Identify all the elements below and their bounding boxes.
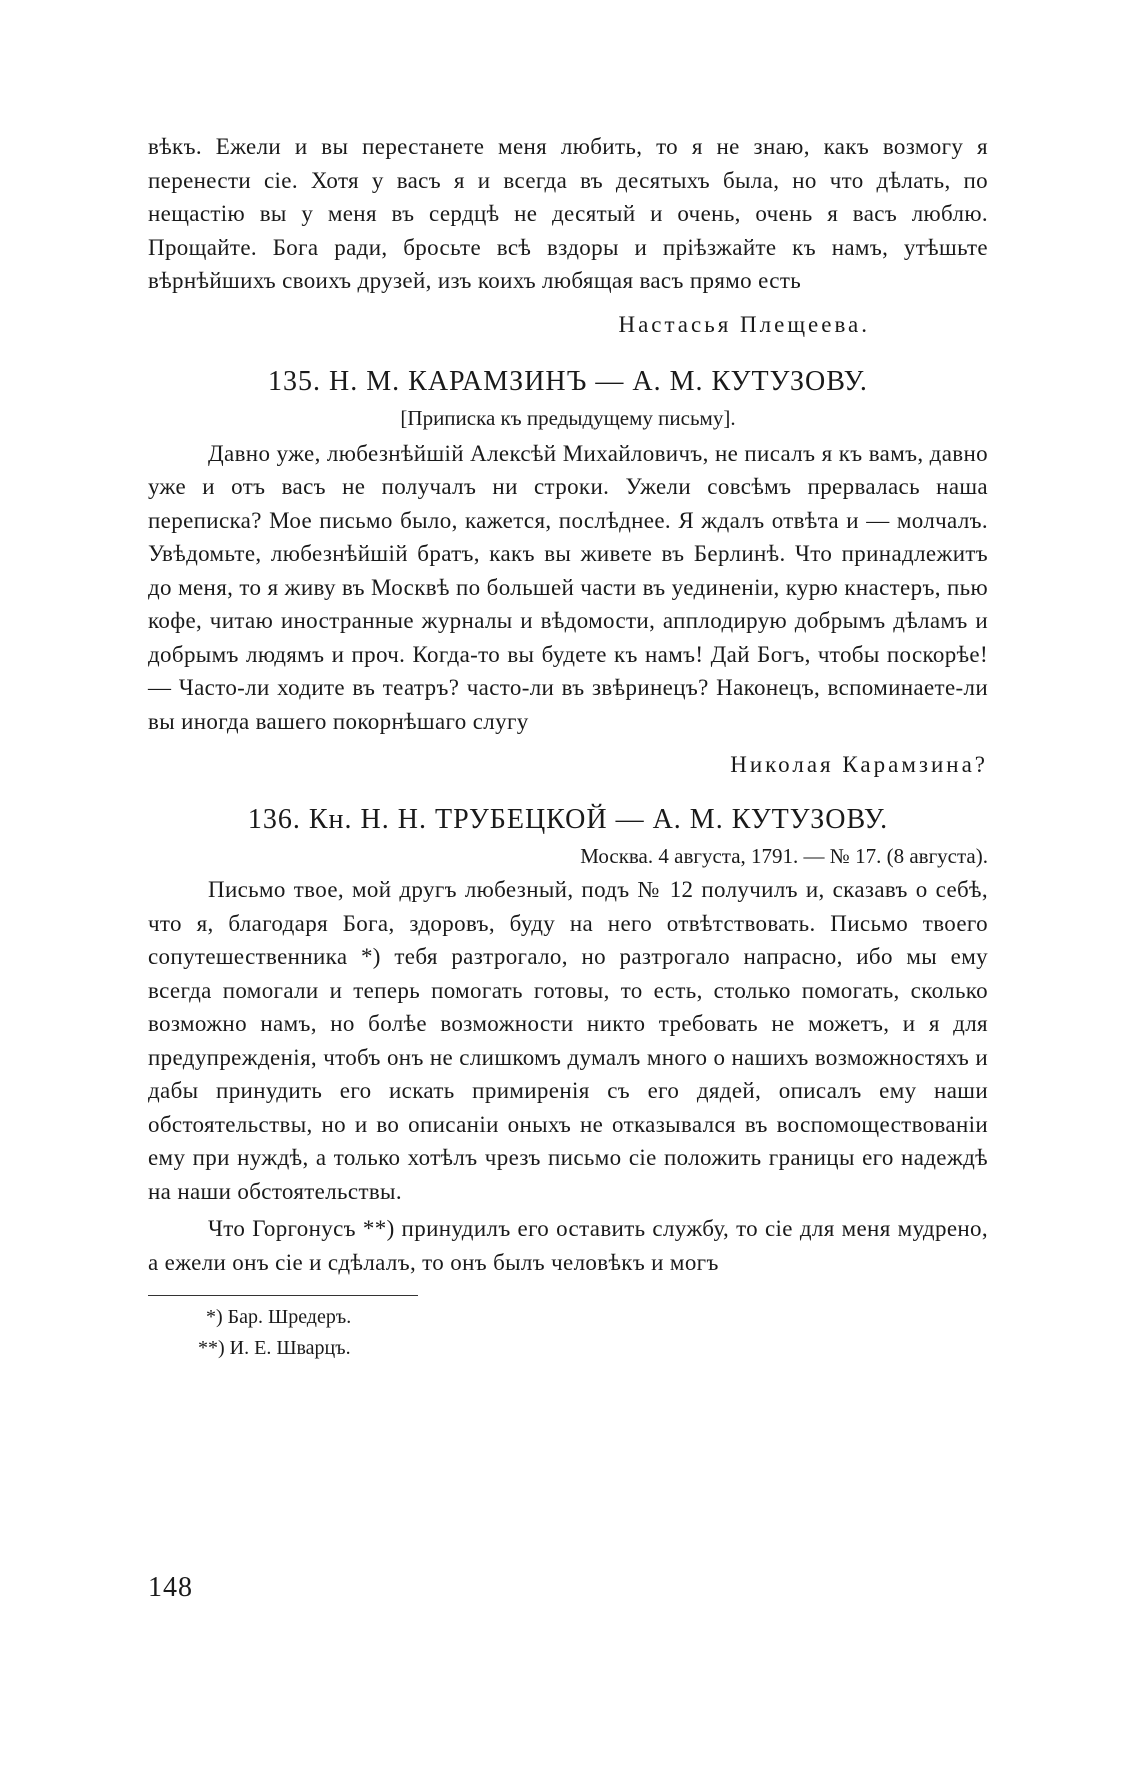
letter-135-text: Давно уже, любезнѣйшій Алексѣй Михайловичъ, не писалъ я къ вамъ, давно уже и отъ васъ не получалъ ни строки. Ужели совсѣмъ прервалась наша переписка? Мое письмо было, кажется, послѣднее. Я ждалъ отвѣта и — молчалъ. Увѣдомьте, любезнѣйшій братъ, какъ вы живете въ Берлинѣ. Что принадлежитъ до меня, то я живу въ Москвѣ по большей части въ уединеніи, курю кнастеръ, пью кофе, читаю иностранные журналы и вѣдомости, апплодирую добрымъ дѣламъ и добрымъ людямъ и проч. Когда-то вы будете къ намъ! Дай Богъ, чтобы поскорѣе! — Часто-ли ходите въ театръ? часто-ли въ звѣринецъ? Наконецъ, вспоминаете-ли вы иногда вашего покорнѣшаго слугу bbox=[148, 440, 988, 734]
footnotes bbox=[148, 1302, 988, 1364]
letter-135-heading: 135. Н. М. КАРАМЗИНЪ — А. М. КУТУЗОВУ. bbox=[268, 365, 868, 397]
letter-136-dateline: Москва. 4 августа, 1791. — № 17. (8 августа). bbox=[580, 844, 988, 868]
letter-136-paragraph-1: Письмо твое, мой другъ любезный, подъ № 12 получилъ и, сказавъ о себѣ, что я, благодаря Бога, здоровъ, буду на него отвѣтствовать. Письмо твоего сопутешественника *) тебя разтрогало, но разтрогало напрасно, ибо мы ему всегда помогали и теперь помогать готовы, то есть, столько помогать, сколько возможно намъ, но болѣе возможности никто требовать не можетъ, и я для предупрежденія, чтобъ онъ не слишкомъ думалъ много о нашихъ возможностяхъ и дабы принудить его искать примиренія съ его дядей, описалъ ему наши обстоятельствы, но и во описаніи оныхъ не отказывался въ воспомоществованіи ему при нуждѣ, а только хотѣлъ чрезъ письмо сіе положить границы его надеждѣ на наши обстоятельствы. bbox=[148, 877, 988, 1204]
letter-134-signature: Настасья Плещеева. bbox=[618, 311, 870, 337]
letter-134-text: вѣкъ. Ежели и вы перестанете меня любить, то я не знаю, какъ возмогу я перенести сіе. Хотя у васъ я и всегда въ десятыхъ была, но что дѣлать, по нещастію вы у меня въ сердцѣ не десятый и очень, очень я васъ люблю. Прощайте. Бога ради, бросьте всѣ вздоры и пріѣзжайте къ намъ, утѣшьте вѣрнѣйшихъ своихъ друзей, изъ коихъ любящая васъ прямо есть bbox=[148, 134, 988, 293]
letter-136-paragraph-2: Что Горгонусъ **) принудилъ его оставить службу, то сіе для меня мудрено, а ежели онъ сіе и сдѣлалъ, то онъ былъ человѣкъ и могъ bbox=[148, 1216, 988, 1275]
page-number: 148 bbox=[148, 1572, 193, 1603]
footnote-2: **) И. Е. Шварцъ. bbox=[198, 1337, 351, 1359]
footnote-1: *) Бар. Шредеръ. bbox=[206, 1306, 352, 1328]
footnote-rule bbox=[148, 1295, 418, 1296]
page-body bbox=[148, 130, 988, 1364]
letter-135-signature: Николая Карамзина? bbox=[730, 752, 988, 777]
letter-135-note: [Приписка къ предыдущему письму]. bbox=[400, 405, 736, 430]
letter-136-heading: 136. Кн. Н. Н. ТРУБЕЦКОЙ — А. М. КУТУЗОВУ. bbox=[247, 804, 889, 835]
